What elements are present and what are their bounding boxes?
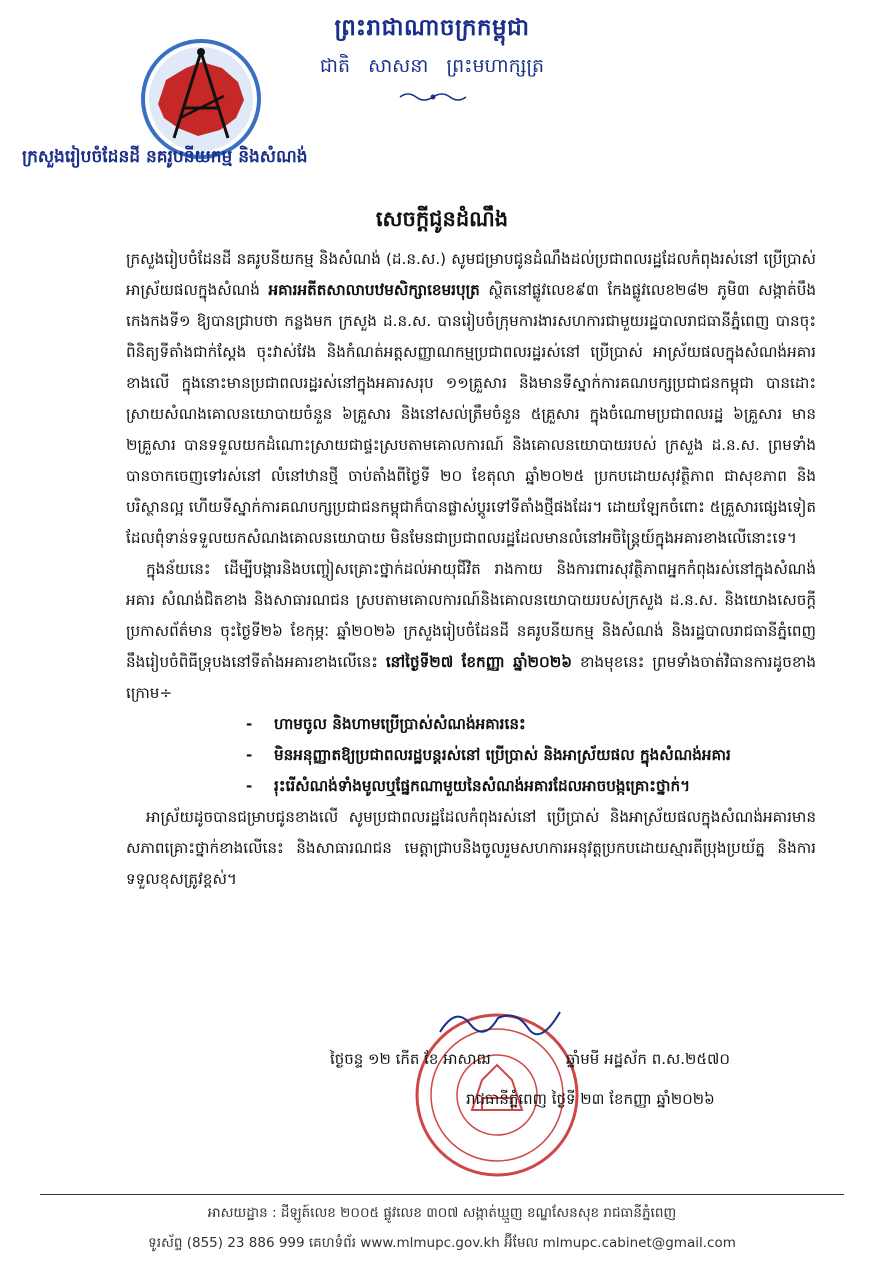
demolition-date: នៅថ្ងៃទី២៧ ខែកញ្ញា ឆ្នាំ២០២៦ xyxy=(385,653,573,671)
notice-body xyxy=(126,244,817,895)
measure-item xyxy=(246,740,816,771)
gregorian-date: រាជធានីភ្នំពេញ ថ្ងៃទី ២៣ ខែកញ្ញា ឆ្នាំ២០២៦ xyxy=(466,1090,715,1108)
measure-text: រុះរើសំណង់ទាំងមូលឬផ្នែកណាមួយនៃសំណង់អគារដែលអាចបង្កគ្រោះថ្នាក់។ xyxy=(274,777,691,795)
paragraph-2-text-a: ក្នុងន័យនេះ ដើម្បីបង្ការនិងបញ្ចៀសគ្រោះថ្នាក់ដល់អាយុជីវិត រាងកាយ និងការពារសុវត្ថិភាពអ្នកកំពុងរស់នៅក្នុងសំណង់អគារ សំណង់ជិតខាង និងសាធារណជន ស្របតាមគោលការណ៍និងគោលនយោបាយរបស់ក្រសួង ដ.ន.ស. និងយោងសេចក្តីប្រកាសព័ត៌មាន ចុះថ្ងៃទី២៦ ខែកុម្ភៈ ឆ្នាំ២០២៦ ក្រសួងរៀបចំដែនដី នគរូបនីយកម្ម និងសំណង់ និងរដ្ឋបាលរាជធានីភ្នំពេញ នឹងរៀបចំពិធីទ្រុបងនៅទីតាំងអគារខាងលើនេះ xyxy=(126,560,816,671)
paragraph-1-text-b: ស្ថិតនៅផ្លូវលេខ៩៣ កែងផ្លូវលេខ២៨២ ភូមិ៣ សង្កាត់បឹងកេងកងទី១ ឱ្យបានជ្រាបថា កន្លងមក ក្រសួង ដ.ន.ស. បានរៀបចំក្រុមការងារសហការជាមួយរដ្ឋបាលរាជធានីភ្នំពេញ បានចុះពិនិត្យទីតាំងជាក់ស្តែង ចុះវាស់វែង និងកំណត់អត្តសញ្ញាណកម្មប្រជាពលរដ្ឋរស់នៅ ប្រើប្រាស់ អាស្រ័យផលក្នុងសំណង់អគារខាងលើ ក្នុងនោះមានប្រជាពលរដ្ឋរស់នៅក្នុងអគារសរុប ១១គ្រួសារ និងមានទីស្នាក់ការគណបក្សប្រជាជនកម្ពុជា បានដោះស្រាយសំណងគោលនយោបាយចំនួន ៦គ្រួសារ និងនៅសល់ត្រឹមចំនួន ៥គ្រួសារ ក្នុងចំណោមប្រជាពលរដ្ឋ ៦គ្រួសារ មាន ២គ្រួសារ បានទទួលយកដំណោះស្រាយជាផ្ទះស្របតាមគោលការណ៍ និងគោលនយោបាយរបស់ ក្រសួង ដ.ន.ស. ព្រមទាំងបានចាកចេញទៅរស់នៅ លំនៅឋានថ្មី ចាប់តាំងពីថ្ងៃទី ២០ ខែតុលា ឆ្នាំ២០២៥ ប្រកបដោយសុវត្ថិភាព ជាសុខភាព និងបរិស្ថានល្អ ហើយទីស្នាក់ការគណបក្សប្រជាជនកម្ពុជាក៏បានផ្លាស់ប្តូរទៅទីតាំងថ្មីផងដែរ។ ដោយឡែកចំពោះ ៥គ្រួសារផ្សេងទៀតដែលពុំទាន់ទទួលយកសំណងគោលនយោបាយ មិនមែនជាប្រជាពលរដ្ឋដែលមានលំនៅអចិន្ត្រៃយ៍ក្នុងអគារខាងលើនោះទេ។ xyxy=(126,281,816,547)
paragraph-1-text-a: ក្រសួងរៀបចំដែនដី នគរូបនីយកម្ម និងសំណង់ (ដ.ន.ស.) សូមជម្រាបជូនដំណឹងដល់ប្រជាពលរដ្ឋដែលកំពុងរស់នៅ ប្រើប្រាស់អាស្រ័យផលក្នុងសំណង់ xyxy=(126,250,816,299)
notice-title: សេចក្តីជូនដំណឹង xyxy=(375,207,509,231)
buddhist-era: ឆ្នាំមមី អដ្ឋស័ក ព.ស.២៥៧០ xyxy=(566,1050,730,1068)
ornament-divider xyxy=(398,90,468,104)
closing-paragraph: អាស្រ័យដូចបានជម្រាបជូនខាងលើ សូមប្រជាពលរដ្ឋដែលកំពុងរស់នៅ ប្រើប្រាស់ និងអាស្រ័យផលក្នុងសំណង់អគារមានសភាពគ្រោះថ្នាក់ខាងលើនេះ និងសាធារណជន មេត្តាជ្រាបនិងចូលរួមសហការអនុវត្តប្រកបដោយស្មារតីប្រុងប្រយ័ត្ន និងការទទួលខុសត្រូវខ្ពស់។ xyxy=(126,808,816,888)
bullet-dash: - xyxy=(246,746,253,764)
measure-text: ហាមចូល និងហាមប្រើប្រាស់សំណង់អគារនេះ xyxy=(274,715,526,733)
measure-item xyxy=(246,771,816,802)
kingdom-title: ព្រះរាជាណាចក្រកម្ពុជា xyxy=(334,15,530,41)
minister-signature xyxy=(436,1002,566,1042)
measure-text: មិនអនុញ្ញាតឱ្យប្រជាពលរដ្ឋបន្តរស់នៅ ប្រើប្រាស់ និងអាស្រ័យផល ក្នុងសំណង់អគារ xyxy=(274,746,731,764)
paragraph-2-text-b: ខាងមុខនេះ ព្រមទាំងចាត់វិធានការដូចខាងក្រោម÷ xyxy=(126,653,817,702)
bullet-dash: - xyxy=(246,715,253,733)
footer-divider xyxy=(40,1194,844,1195)
buddhist-date xyxy=(330,1050,730,1072)
building-name: អគារអតីតសាលាបឋមសិក្សាខេមរបុត្រ xyxy=(268,281,480,299)
measure-item xyxy=(246,709,816,740)
paragraph-1 xyxy=(126,244,816,554)
bullet-dash: - xyxy=(246,777,253,795)
paragraph-2 xyxy=(126,554,816,709)
footer-contact: ទូរស័ព្ទ (855) 23 886 999 គេហទំព័រ www.mlmupc.gov.kh អ៊ីមែល mlmupc.cabinet@gmail.com xyxy=(148,1235,736,1251)
footer-address: អាសយដ្ឋាន : ដីឡូត៍លេខ ២០០៥ ផ្លូវលេខ ៣០៧ សង្កាត់ឃ្មួញ ខណ្ឌសែនសុខ រាជធានីភ្នំពេញ xyxy=(207,1205,677,1221)
measures-list xyxy=(186,709,816,802)
national-motto: ជាតិ សាសនា ព្រះមហាក្សត្រ xyxy=(319,55,545,77)
lunar-date: ថ្ងៃចន្ទ ១២ កើត ខែ អាសាឍ xyxy=(330,1050,491,1068)
ministry-name: ក្រសួងរៀបចំដែនដី នគរូបនីយកម្ម និងសំណង់ xyxy=(22,147,308,167)
ministry-logo xyxy=(140,38,262,160)
